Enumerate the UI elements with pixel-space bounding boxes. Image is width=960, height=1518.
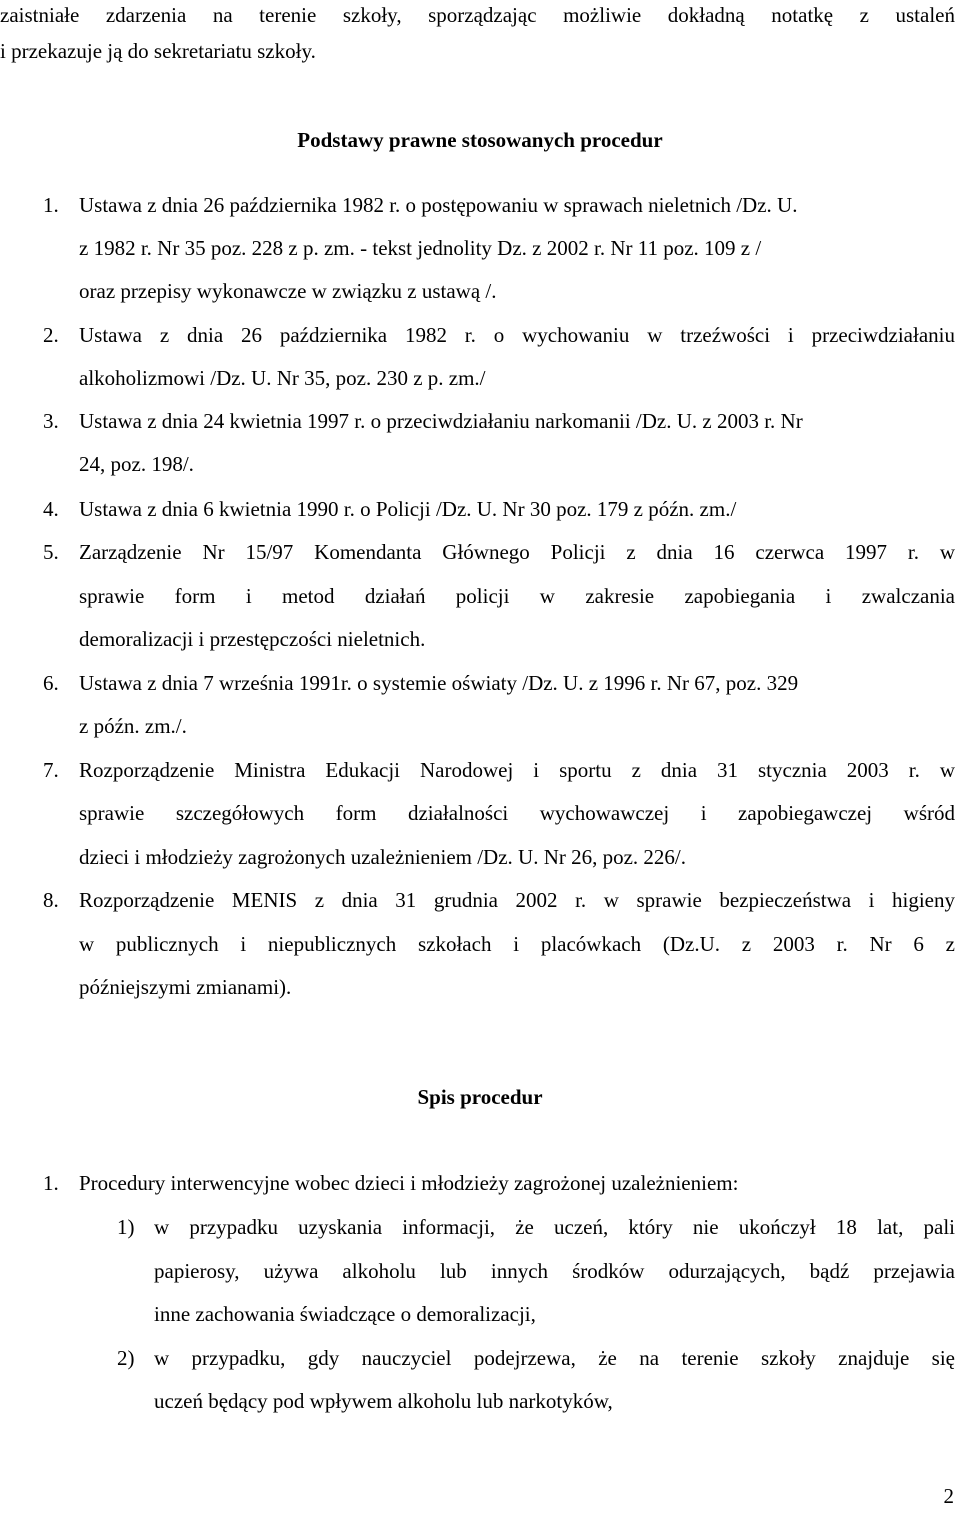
- legal-basis-heading: Podstawy prawne stosowanych procedur: [297, 128, 663, 152]
- legal-item-1-line-1: Ustawa z dnia 26 października 1982 r. o postępowaniu w sprawach nieletnich /Dz. U.: [79, 193, 798, 217]
- legal-item-2-number: 2.: [43, 323, 59, 347]
- procedure-subitem-1-line-1: w przypadku uzyskania informacji, że uczeń, który nie ukończył 18 lat, pali: [154, 1215, 955, 1239]
- legal-item-7-line-3: dzieci i młodzieży zagrożonych uzależnieniem /Dz. U. Nr 26, poz. 226/.: [79, 845, 687, 869]
- legal-item-5-line-1: Zarządzenie Nr 15/97 Komendanta Głównego Policji z dnia 16 czerwca 1997 r. w: [79, 540, 955, 564]
- legal-item-7-number: 7.: [43, 758, 59, 782]
- legal-item-7-line-2: sprawie szczegółowych form działalności wychowawczej i zapobiegawczej wśród: [79, 801, 955, 825]
- legal-item-4-number: 4.: [43, 497, 59, 521]
- legal-item-8-number: 8.: [43, 888, 59, 912]
- procedure-item-1-number: 1.: [43, 1171, 59, 1195]
- legal-item-8-line-2: w publicznych i niepublicznych szkołach i placówkach (Dz.U. z 2003 r. Nr 6 z: [79, 932, 955, 956]
- legal-item-8-line-3: późniejszymi zmianami).: [79, 975, 292, 999]
- intro-line-2: i przekazuje ją do sekretariatu szkoły.: [0, 39, 316, 63]
- legal-item-6-line-1: Ustawa z dnia 7 września 1991r. o systemie oświaty /Dz. U. z 1996 r. Nr 67, poz. 329: [79, 671, 799, 695]
- legal-item-1-line-3: oraz przepisy wykonawcze w związku z ustawą /.: [79, 279, 497, 303]
- legal-item-4-line-1: Ustawa z dnia 6 kwietnia 1990 r. o Policji /Dz. U. Nr 30 poz. 179 z późn. zm./: [79, 497, 737, 521]
- procedure-subitem-1-line-2: papierosy, używa alkoholu lub innych środków odurzających, bądź przejawia: [154, 1259, 955, 1283]
- legal-item-5-line-2: sprawie form i metod działań policji w zakresie zapobiegania i zwalczania: [79, 584, 955, 608]
- procedures-heading: Spis procedur: [417, 1085, 543, 1109]
- procedure-subitem-2-number: 2): [117, 1346, 135, 1370]
- legal-item-7-line-1: Rozporządzenie Ministra Edukacji Narodowej i sportu z dnia 31 stycznia 2003 r. w: [79, 758, 955, 782]
- legal-item-2-line-1: Ustawa z dnia 26 października 1982 r. o wychowaniu w trzeźwości i przeciwdziałaniu: [79, 323, 955, 347]
- intro-line-1: zaistniałe zdarzenia na terenie szkoły, sporządzając możliwie dokładną notatkę z ustaleń: [0, 3, 955, 27]
- procedure-subitem-1-line-3: inne zachowania świadczące o demoralizacji,: [154, 1302, 536, 1326]
- page-number: 2: [943, 1484, 954, 1508]
- procedure-item-1-text: Procedury interwencyjne wobec dzieci i młodzieży zagrożonej uzależnieniem:: [79, 1171, 739, 1195]
- legal-item-5-number: 5.: [43, 540, 59, 564]
- legal-item-5-line-3: demoralizacji i przestępczości nieletnich.: [79, 627, 426, 651]
- legal-item-8-line-1: Rozporządzenie MENIS z dnia 31 grudnia 2002 r. w sprawie bezpieczeństwa i higieny: [79, 888, 955, 912]
- legal-item-3-line-2: 24, poz. 198/.: [79, 452, 194, 476]
- legal-item-1-line-2: z 1982 r. Nr 35 poz. 228 z p. zm. - tekst jednolity Dz. z 2002 r. Nr 11 poz. 109 z /: [79, 236, 762, 260]
- legal-item-6-number: 6.: [43, 671, 59, 695]
- procedure-subitem-2-line-1: w przypadku, gdy nauczyciel podejrzewa, że na terenie szkoły znajduje się: [154, 1346, 955, 1370]
- procedure-subitem-2-line-2: uczeń będący pod wpływem alkoholu lub narkotyków,: [154, 1389, 613, 1413]
- procedure-subitem-1-number: 1): [117, 1215, 135, 1239]
- legal-item-1-number: 1.: [43, 193, 59, 217]
- legal-item-3-number: 3.: [43, 409, 59, 433]
- legal-item-6-line-2: z późn. zm./.: [79, 714, 187, 738]
- legal-item-3-line-1: Ustawa z dnia 24 kwietnia 1997 r. o przeciwdziałaniu narkomanii /Dz. U. z 2003 r. Nr: [79, 409, 803, 433]
- legal-item-2-line-2: alkoholizmowi /Dz. U. Nr 35, poz. 230 z p. zm./: [79, 366, 486, 390]
